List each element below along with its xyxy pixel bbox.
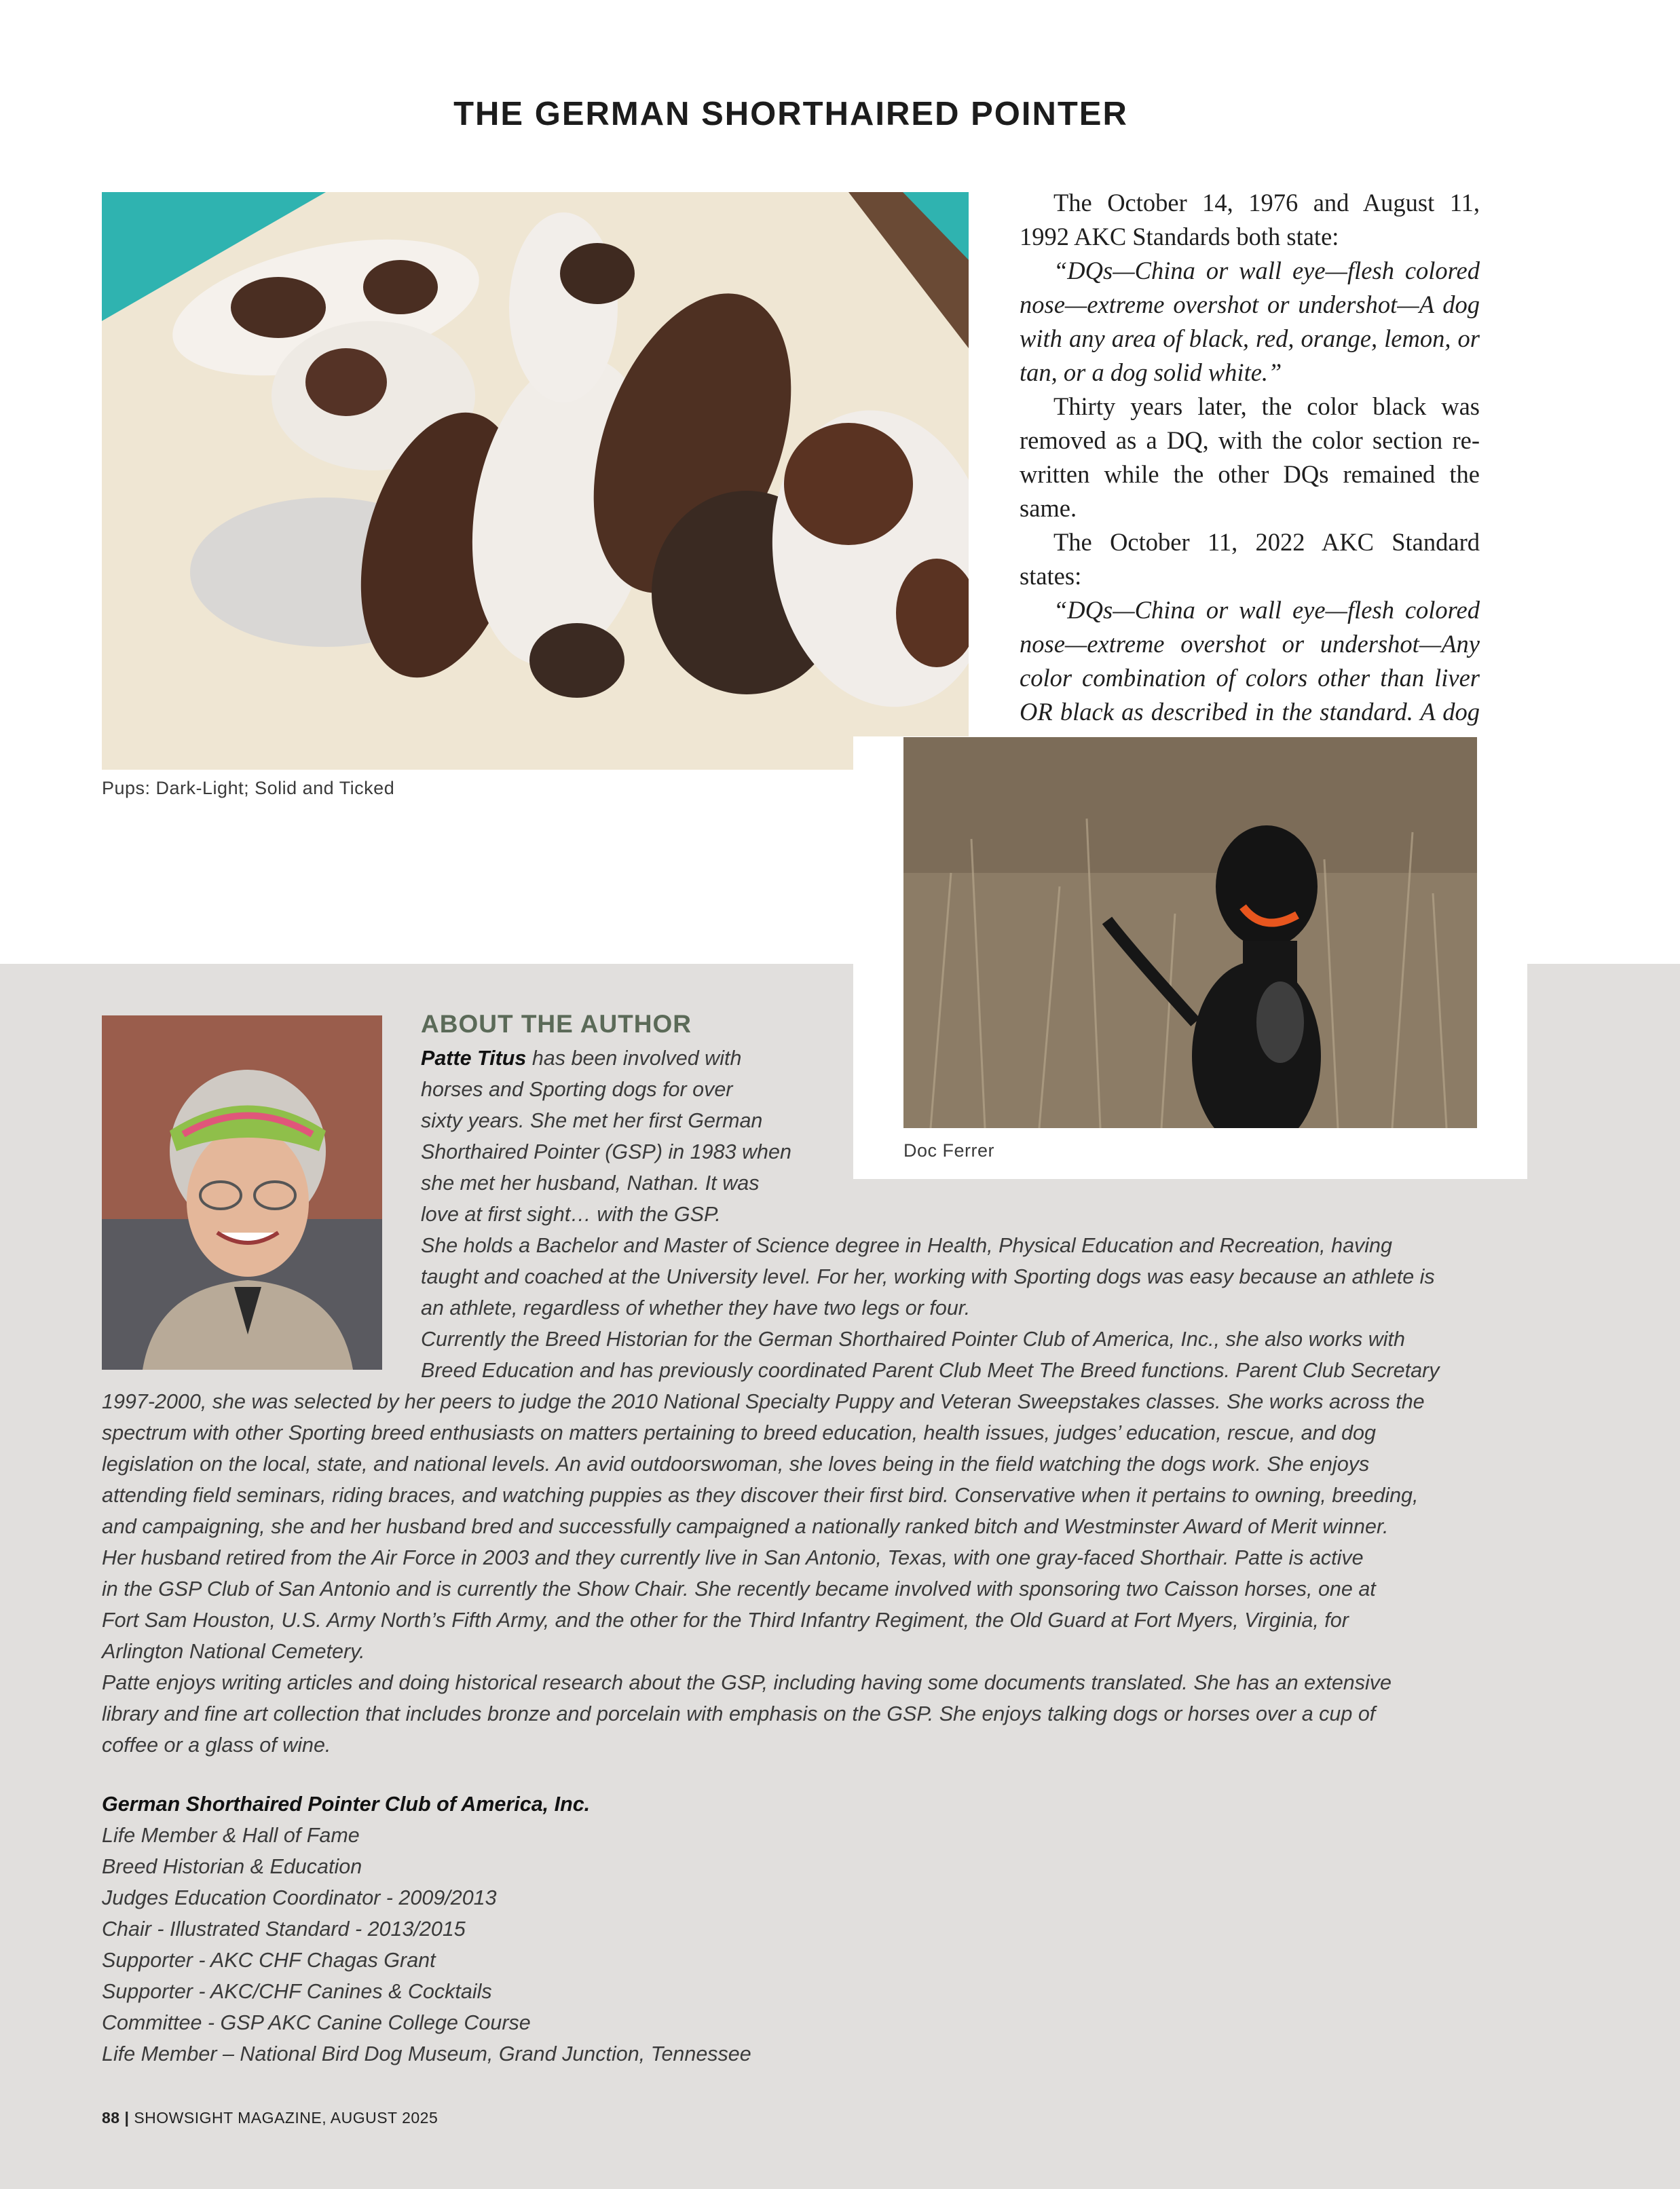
bio-line xyxy=(421,1043,791,1074)
page-title: THE GERMAN SHORTHAIRED POINTER xyxy=(453,96,1128,132)
bio-line: Patte enjoys writing articles and doing historical research about the GSP, including having some documents translated. She has an extensive xyxy=(102,1671,1392,1694)
dog-photo-caption: Doc Ferrer xyxy=(903,1140,995,1161)
bio-line: library and fine art collection that includes bronze and porcelain with emphasis on the GSP. She enjoys talking dogs or horses over a cup of xyxy=(102,1702,1376,1725)
bio-line: coffee or a glass of wine. xyxy=(102,1734,331,1757)
bio-line: and campaigning, she and her husband bred and successfully campaigned a nationally ranked bitch and Westminster Award of Merit winner. xyxy=(102,1515,1389,1538)
dog-illustration xyxy=(903,737,1477,1128)
club-role: Committee - GSP AKC Canine College Course xyxy=(102,2011,531,2034)
club-roles-list xyxy=(102,1789,751,2070)
standards-text xyxy=(1020,186,1480,797)
club-role: Chair - Illustrated Standard - 2013/2015 xyxy=(102,1917,466,1941)
club-role: Life Member – National Bird Dog Museum, Grand Junction, Tennessee xyxy=(102,2042,751,2065)
bio-line: Arlington National Cemetery. xyxy=(102,1640,365,1663)
author-bio-indented xyxy=(421,1230,1439,1386)
pups-photo xyxy=(102,192,969,770)
standards-quote-2-text: “DQs—China or wall eye—flesh colored nose—extreme overshot or undershot—Any color combination of colors other than liver OR black as described in the standard. A dog xyxy=(1020,596,1480,726)
bio-line: legislation on the local, state, and national levels. An avid outdoorswoman, she loves being in the field watching the dogs work. She enjoys xyxy=(102,1453,1370,1476)
bio-line: Shorthaired Pointer (GSP) in 1983 when xyxy=(421,1140,791,1163)
publication-name: SHOWSIGHT MAGAZINE, AUGUST 2025 xyxy=(134,2109,438,2127)
pups-photo-caption: Pups: Dark-Light; Solid and Ticked xyxy=(102,778,395,798)
bio-line: attending field seminars, riding braces, and watching puppies as they discover their first bird. Conservative when it pertains to owning, breeding, xyxy=(102,1484,1419,1507)
author-name: Patte Titus xyxy=(421,1047,527,1070)
bio-line: horses and Sporting dogs for over xyxy=(421,1078,733,1101)
bio-line: spectrum with other Sporting breed enthusiasts on matters pertaining to breed education, health issues, judges’ education, rescue, and dog xyxy=(102,1421,1376,1444)
bio-line: sixty years. She met her first German xyxy=(421,1109,763,1132)
bio-line: in the GSP Club of San Antonio and is currently the Show Chair. She recently became involved with sponsoring two Caisson horses, one at xyxy=(102,1577,1376,1601)
club-role: Supporter - AKC/CHF Canines & Cocktails xyxy=(102,1980,492,2003)
dog-photo xyxy=(903,737,1477,1128)
club-role: Supporter - AKC CHF Chagas Grant xyxy=(102,1949,436,1972)
author-photo xyxy=(102,1015,382,1370)
author-bio-full xyxy=(102,1386,1425,1761)
bio-line: an athlete, regardless of whether they have two legs or four. xyxy=(421,1296,971,1320)
bio-line: 1997-2000, she was selected by her peers to judge the 2010 National Specialty Puppy and Veteran Sweepstakes classes. She works across the xyxy=(102,1390,1425,1413)
bio-line: she met her husband, Nathan. It was xyxy=(421,1172,760,1195)
author-portrait-illustration xyxy=(102,1015,382,1370)
bio-line: Her husband retired from the Air Force in 2003 and they currently live in San Antonio, Texas, with one gray-faced Shorthair. Patte is active xyxy=(102,1546,1364,1569)
bio-line: taught and coached at the University level. For her, working with Sporting dogs was easy because an athlete is xyxy=(421,1265,1435,1288)
bio-line: She holds a Bachelor and Master of Science degree in Health, Physical Education and Recreation, having xyxy=(421,1234,1392,1257)
club-role: Life Member & Hall of Fame xyxy=(102,1824,360,1847)
standards-quote-1: “DQs—China or wall eye—flesh colored nose—extreme overshot or undershot—A dog with any area of black, red, orange, lemon, or tan, or a dog solid white.” xyxy=(1020,257,1480,386)
author-bio-narrow xyxy=(421,1043,791,1230)
pups-illustration xyxy=(102,192,969,770)
page-footer xyxy=(102,2109,438,2127)
bio-line: Fort Sam Houston, U.S. Army North’s Fifth Army, and the other for the Third Infantry Regiment, the Old Guard at Fort Myers, Virginia, for xyxy=(102,1609,1349,1632)
bio-line: Breed Education and has previously coordinated Parent Club Meet The Breed functions. Parent Club Secretary xyxy=(421,1359,1440,1382)
footer-separator: | xyxy=(124,2109,130,2127)
bio-line: Currently the Breed Historian for the German Shorthaired Pointer Club of America, Inc., she also works with xyxy=(421,1328,1405,1351)
page-number: 88 xyxy=(102,2109,120,2127)
club-name: German Shorthaired Pointer Club of America, Inc. xyxy=(102,1793,591,1816)
club-role: Judges Education Coordinator - 2009/2013 xyxy=(102,1886,497,1909)
standards-paragraph-1: The October 14, 1976 and August 11, 1992 AKC Standards both state: xyxy=(1020,189,1480,250)
club-role: Breed Historian & Education xyxy=(102,1855,362,1878)
bio-line-text: has been involved with xyxy=(526,1047,742,1070)
standards-paragraph-3: The October 11, 2022 AKC Standard states: xyxy=(1020,528,1480,590)
bio-line: love at first sight… with the GSP. xyxy=(421,1203,721,1226)
about-author-heading: ABOUT THE AUTHOR xyxy=(421,1010,692,1038)
standards-paragraph-2: Thirty years later, the color black was removed as a DQ, with the color section re-written while the other DQs remained the same. xyxy=(1020,392,1480,522)
